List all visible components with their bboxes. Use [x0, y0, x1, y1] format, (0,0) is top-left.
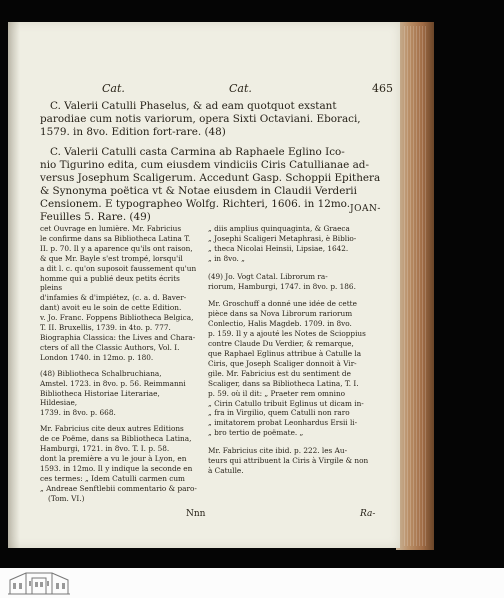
left-line: de ce Poëme, dans sa Bibliotheca Latina,	[40, 434, 192, 444]
left-line: London 1740. in 12mo. p. 180.	[40, 352, 154, 362]
right-column	[208, 224, 374, 476]
left-line: & que Mr. Bayle s'est trompé, lorsqu'il	[40, 253, 183, 263]
left-line: homme qui a publié deux petits écrits pleins	[40, 273, 180, 293]
right-line: (49) Jo. Vogt Catal. Librorum ra-	[208, 271, 328, 281]
right-line: Conlectio, Halis Magdeb. 1709. in 8vo.	[208, 319, 352, 329]
entry-49-line-5: Censionem. E typographeo Wolfg. Richteri, 1606. in 12mo.	[40, 198, 351, 210]
right-line	[208, 291, 374, 299]
signature-mark: Nnn	[186, 509, 206, 519]
right-line	[208, 438, 374, 446]
entry-48-line-2: parodiae cum notis variorum, opera Sixti Octaviani. Eboraci,	[40, 113, 361, 125]
right-line: à Catulle.	[208, 465, 244, 475]
left-line-tome: (Tom. VI.)	[48, 493, 85, 503]
right-line	[208, 264, 374, 272]
right-line: „ theca Nicolai Heinsii, Lipsiae, 1642.	[208, 243, 349, 253]
right-line: Mr. Fabricius cite ibid. p. 222. les Au-	[208, 446, 348, 456]
right-line: Ciris, que Joseph Scaliger donnoit à Vir-	[208, 358, 357, 368]
right-line: gile. Mr. Fabricius est du sentiment de	[208, 368, 351, 378]
viewer-footer	[0, 568, 504, 598]
left-line: cters of all the Classic Authors, Vol. I.	[40, 342, 180, 352]
left-line: „ Andreae Senftlebii commentario & paro-	[40, 483, 197, 493]
right-line: riorum, Hamburgi, 1747. in 8vo. p. 186.	[208, 281, 356, 291]
right-line: „ fra in Virgilio, quem Catulli non raro	[208, 408, 350, 418]
entry-48-line-3: 1579. in 8vo. Edition fort-rare. (48)	[40, 126, 226, 138]
entry-49-line-4: & Synonyma poëtica vt & Notae eiusdem in Claudii Verderii	[40, 185, 357, 197]
running-head-left: Cat.	[102, 82, 125, 95]
left-line: Biographia Classica: the Lives and Chara-	[40, 332, 196, 342]
entry-49-line-1: C. Valerii Catulli casta Carmina ab Raphaele Eglino Ico-	[50, 146, 345, 158]
left-line: Mr. Fabricius cite deux autres Editions	[40, 424, 184, 434]
right-line: „ in 8vo. „	[208, 253, 245, 263]
right-line: „ bro tertio de poëmate. „	[208, 428, 304, 438]
right-line: p. 159. Il y a ajouté les Notes de Scioppius	[208, 329, 366, 339]
right-line: Scaliger, dans sa Bibliotheca Latina, T. I.	[208, 378, 359, 388]
right-line: Mr. Groschuff a donné une idée de cette	[208, 299, 357, 309]
library-building-icon	[6, 570, 72, 596]
left-line: II. p. 70. Il y a aparence qu'ils ont raison,	[40, 243, 193, 253]
right-line: teurs qui attribuent la Ciris à Virgile & non	[208, 456, 369, 466]
left-line: Amstel. 1723. in 8vo. p. 56. Reimmanni	[40, 378, 186, 388]
left-line: v. Jo. Franc. Foppens Bibliotheca Belgica,	[40, 313, 194, 323]
right-line: „ diis amplius quinquaginta, & Graeca	[208, 224, 350, 233]
left-line: T. II. Bruxellis, 1739. in 4to. p. 777.	[40, 323, 171, 333]
catchword-top: JOAN-	[350, 204, 381, 214]
left-line: le confirme dans sa Bibliotheca Latina T.	[40, 233, 191, 243]
left-line: d'infamies & d'impiétez, (c. a. d. Baver-	[40, 293, 187, 303]
entry-48-line-1: C. Valerii Catulli Phaselus, & ad eam quotquot exstant	[50, 100, 337, 112]
left-column	[40, 224, 198, 503]
running-head-center: Cat.	[229, 82, 252, 95]
left-line: 1593. in 12mo. Il y indique la seconde en	[40, 463, 193, 473]
entry-49-line-6: Feuilles 5. Rare. (49)	[40, 211, 151, 223]
right-line: que Raphael Eglinus attribue à Catulle la	[208, 348, 362, 358]
left-line: Hamburgi, 1721. in 8vo. T. I. p. 58.	[40, 444, 170, 454]
left-line: dant) avoit eu le soin de cette Edition.	[40, 303, 182, 313]
catchword-bottom: Ra-	[360, 509, 376, 519]
left-line: (48) Bibliotheca Schalbruchiana,	[40, 368, 162, 378]
left-line: a dit l. c. qu'on suposoit faussement qu'un	[40, 263, 197, 273]
left-line: cet Ouvrage en lumière. Mr. Fabricius	[40, 224, 182, 233]
entry-49-line-2: nio Tigurino edita, cum eiusdem vindiciis Ciris Catullianae ad-	[40, 159, 369, 171]
right-line: „ Josephi Scaligeri Metaphrasi, è Biblio-	[208, 233, 357, 243]
gutter-shadow	[8, 22, 20, 548]
page-edge-lines	[404, 26, 426, 546]
right-line: „ Cirin Catullo tribuit Eglinus ut dicam in-	[208, 398, 364, 408]
left-line: Bibliotheca Historiae Literariae, Hildesiae,	[40, 388, 160, 408]
right-line: pièce dans sa Nova Librorum rariorum	[208, 309, 353, 319]
right-line: contre Claude Du Verdier, & remarque,	[208, 339, 354, 349]
left-line: ces termes: „ Idem Catulli carmen cum	[40, 473, 185, 483]
page-number: 465	[372, 82, 393, 95]
left-line: dont la première a vu le jour à Lyon, en	[40, 453, 187, 463]
right-line: „ imitatorem probat Leonhardus Ersii li-	[208, 418, 358, 428]
left-line: 1739. in 8vo. p. 668.	[40, 408, 116, 418]
right-line: p. 59. où il dit: „ Praeter rem omnino	[208, 388, 346, 398]
entry-49-line-3: versus Josephum Scaligerum. Accedunt Gasp. Schoppii Epithera	[40, 172, 381, 184]
